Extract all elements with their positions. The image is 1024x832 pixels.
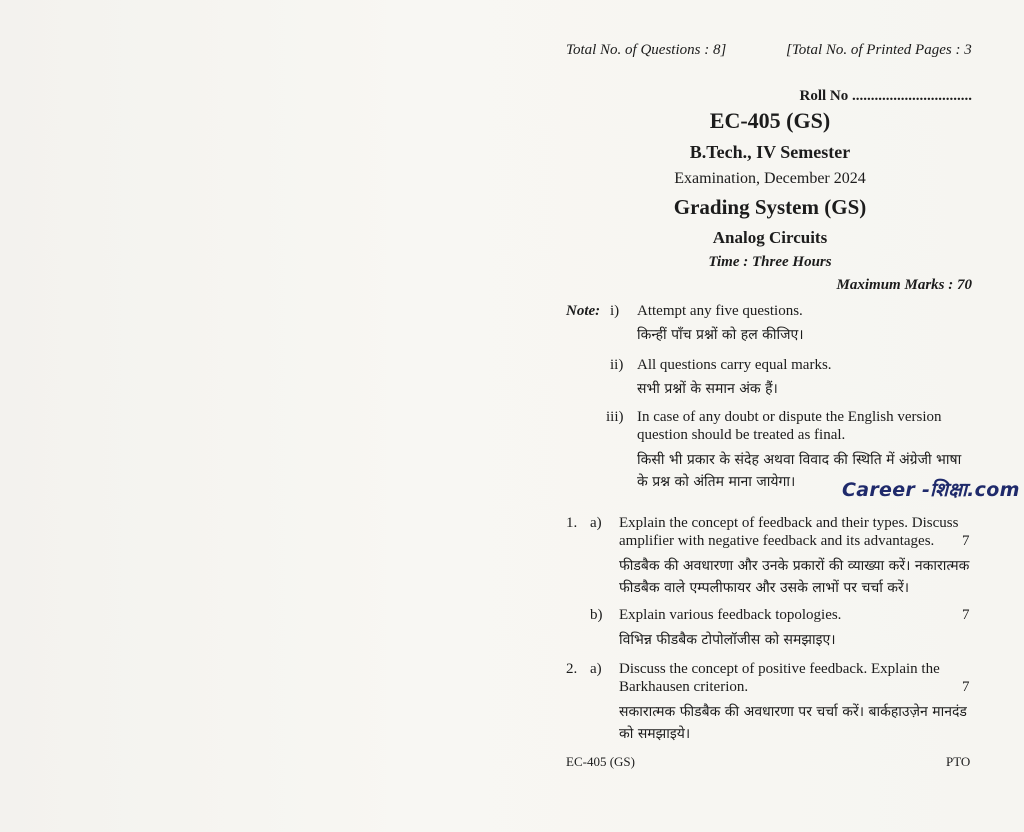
question-marks: 7 bbox=[962, 679, 970, 695]
page-turn-indicator: PTO bbox=[946, 754, 971, 769]
total-questions: Total No. of Questions : 8] bbox=[566, 42, 727, 58]
note-text-hi: के प्रश्न को अंतिम माना जायेगा। bbox=[637, 474, 796, 490]
total-printed-pages: [Total No. of Printed Pages : 3 bbox=[786, 42, 972, 58]
question-number: 1. bbox=[566, 515, 578, 531]
question-text-hi: फीडबैक की अवधारणा और उनके प्रकारों की व्याख्या करें। नकारात्मक bbox=[619, 558, 970, 574]
exam-session: Examination, December 2024 bbox=[674, 170, 866, 187]
note-text-hi: सभी प्रश्नों के समान अंक हैं। bbox=[637, 381, 778, 397]
note-number: iii) bbox=[606, 409, 624, 425]
question-text-hi: फीडबैक वाले एम्पलीफायर और उसके लाभों पर चर्चा करें। bbox=[619, 580, 910, 596]
note-text-hi: किसी भी प्रकार के संदेह अथवा विवाद की स्थिति में अंग्रेजी भाषा bbox=[637, 452, 962, 468]
note-text-hi: किन्हीं पाँच प्रश्नों को हल कीजिए। bbox=[637, 327, 804, 343]
note-text-en: In case of any doubt or dispute the English version bbox=[637, 409, 942, 425]
footer-paper-code: EC-405 (GS) bbox=[566, 754, 635, 769]
note-text-en: All questions carry equal marks. bbox=[637, 357, 832, 373]
question-text-en: Barkhausen criterion. bbox=[619, 679, 749, 695]
question-text-hi: को समझाइये। bbox=[619, 726, 691, 742]
note-number: i) bbox=[610, 303, 620, 319]
maximum-marks: Maximum Marks : 70 bbox=[836, 277, 972, 293]
program-name: B.Tech., IV Semester bbox=[689, 142, 851, 162]
note-label: Note: bbox=[566, 303, 601, 319]
question-marks: 7 bbox=[962, 607, 970, 623]
question-text-hi: विभिन्न फीडबैक टोपोलॉजीस को समझाइए। bbox=[619, 632, 836, 648]
question-text-en: Discuss the concept of positive feedback. Explain the bbox=[619, 661, 940, 677]
note-number: ii) bbox=[610, 357, 624, 373]
grading-system: Grading System (GS) bbox=[673, 195, 867, 219]
question-text-en: Explain various feedback topologies. bbox=[619, 607, 842, 623]
question-text-en: Explain the concept of feedback and their types. Discuss bbox=[619, 515, 959, 531]
question-number: 2. bbox=[566, 661, 578, 677]
question-part-label: a) bbox=[590, 515, 602, 531]
question-part-label: a) bbox=[590, 661, 602, 677]
roll-number-field: Roll No ................................ bbox=[799, 88, 972, 104]
question-marks: 7 bbox=[962, 533, 970, 549]
time-allowed: Time : Three Hours bbox=[708, 254, 832, 270]
question-text-en: amplifier with negative feedback and its advantages. bbox=[619, 533, 935, 549]
note-text-en: Attempt any five questions. bbox=[637, 303, 803, 319]
watermark-logo: Career -शिक्षा.com bbox=[842, 479, 1020, 501]
question-part-label: b) bbox=[590, 607, 603, 623]
subject-name: Analog Circuits bbox=[712, 228, 828, 247]
paper-code: EC-405 (GS) bbox=[709, 108, 831, 133]
note-text-en: question should be treated as final. bbox=[637, 427, 846, 443]
question-text-hi: सकारात्मक फीडबैक की अवधारणा पर चर्चा करें। बार्कहाउज़ेन मानदंड bbox=[619, 704, 967, 720]
